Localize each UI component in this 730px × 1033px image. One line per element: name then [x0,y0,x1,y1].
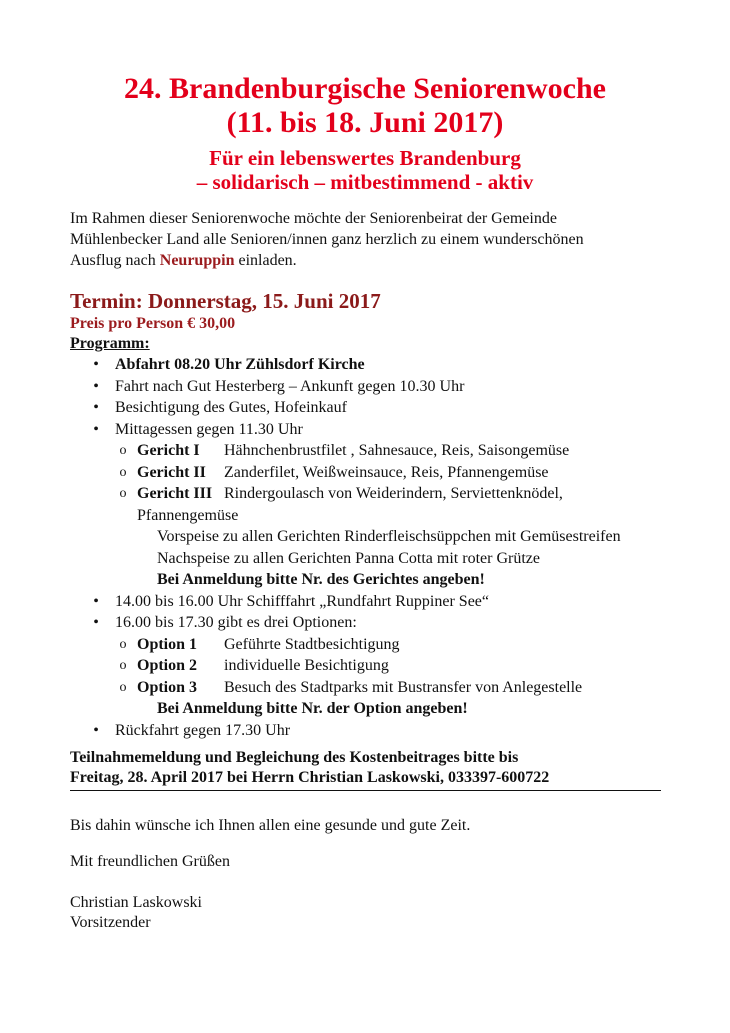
bullet-icon: • [93,356,99,373]
dish-label: Gericht III [137,485,213,502]
destination-highlight: Neuruppin [159,252,235,269]
dish-registration-note [70,569,670,591]
list-item [70,612,670,634]
program-heading: Programm: [70,335,150,352]
signer-name: Christian Laskowski [70,894,202,911]
dish-option [70,462,670,484]
circle-bullet-icon: o [119,464,127,480]
list-item [70,591,670,613]
list-item [70,419,670,441]
dish-label: Gericht II [137,463,206,481]
dish-note-text: Bei Anmeldung bitte Nr. des Gerichtes angeben! [157,571,485,588]
bullet-icon: • [93,721,99,739]
list-item [70,376,670,398]
tour-item: Besichtigung des Gutes, Hofeinkauf [115,399,347,416]
intro-line-3 [70,250,670,271]
option-note-text: Bei Anmeldung bitte Nr. der Option angeben! [157,700,468,717]
page-title: 24. Brandenburgische Seniorenwoche [124,72,606,105]
signer-role: Vorsitzender [70,914,151,931]
option-label: Option 1 [137,635,198,653]
bullet-icon: • [93,377,99,395]
afternoon-option [70,655,670,677]
program-list [70,354,670,741]
circle-bullet-icon: o [119,443,127,458]
bullet-icon: • [93,614,99,631]
options-item: 16.00 bis 17.30 gibt es drei Optionen: [115,614,357,631]
event-date-heading: Termin: Donnerstag, 15. Juni 2017 [70,289,381,313]
option-description: Besuch des Stadtparks mit Bustransfer von Anlegestelle [224,678,583,696]
circle-bullet-icon: o [119,486,127,501]
circle-bullet-icon: o [119,636,127,652]
circle-bullet-icon: o [119,658,127,673]
starter-text: Vorspeise zu allen Gerichten Rinderfleischsüppchen mit Gemüsestreifen [157,528,621,545]
afternoon-option [70,677,670,699]
closing-wish: Bis dahin wünsche ich Ihnen allen eine gesunde und gute Zeit. [70,817,471,834]
return-item: Rückfahrt gegen 17.30 Uhr [115,721,291,739]
event-dates: (11. bis 18. Juni 2017) [226,106,504,139]
option-label: Option 3 [137,678,198,696]
intro-paragraph [70,208,670,271]
option-label: Option 2 [137,657,198,674]
intro-line-3-end: einladen. [234,252,297,269]
bullet-icon: • [93,592,99,610]
departure-item: Abfahrt 08.20 Uhr Zühlsdorf Kirche [115,356,365,373]
dish-description-continued: Pfannengemüse [137,506,239,524]
motto-line-2: – solidarisch – mitbestimmend - aktiv [196,170,534,194]
intro-line-2: Mühlenbecker Land alle Senioren/innen ganz herzlich zu einem wunderschönen [70,231,584,248]
registration-line-1: Teilnahmemeldung und Begleichung des Kostenbeitrages bitte bis [70,749,519,766]
starter-note [70,526,670,548]
dessert-text: Nachspeise zu allen Gerichten Panna Cotta mit roter Grütze [157,549,540,567]
dish-description: Hähnchenbrustfilet , Sahnesauce, Reis, Saisongemüse [224,442,570,459]
dish-description: Rindergoulasch von Weiderindern, Serviettenknödel, [224,485,563,502]
dish-continuation [70,505,670,527]
bullet-icon: • [93,399,99,416]
dish-label: Gericht I [137,442,200,459]
divider-rule [70,790,661,791]
option-description: Geführte Stadtbesichtigung [224,635,400,653]
registration-line-2: Freitag, 28. April 2017 bei Herrn Christian Laskowski, 033397-600722 [70,769,550,786]
dish-option [70,440,670,462]
intro-line-3-start: Ausflug nach [70,252,160,269]
dish-option [70,483,670,505]
drive-item: Fahrt nach Gut Hesterberg – Ankunft gegen 10.30 Uhr [115,377,465,395]
circle-bullet-icon: o [119,679,127,695]
dish-description: Zanderfilet, Weißweinsauce, Reis, Pfannengemüse [224,463,549,481]
flyer-header [0,72,730,194]
list-item [70,720,670,742]
motto-line-1: Für ein lebenswertes Brandenburg [209,146,521,170]
bullet-icon: • [93,420,99,438]
intro-line-1: Im Rahmen dieser Seniorenwoche möchte der Seniorenbeirat der Gemeinde [70,210,557,227]
afternoon-option [70,634,670,656]
lunch-item: Mittagessen gegen 11.30 Uhr [115,420,303,438]
registration-notice [70,748,660,788]
option-registration-note [70,698,670,720]
option-description: individuelle Besichtigung [224,657,389,674]
list-item [70,397,670,419]
boat-trip-item: 14.00 bis 16.00 Uhr Schifffahrt „Rundfahrt Ruppiner See“ [115,592,490,610]
dessert-note [70,548,670,570]
closing-greeting: Mit freundlichen Grüßen [70,853,230,870]
price-line: Preis pro Person € 30,00 [70,315,236,332]
list-item [70,354,670,376]
